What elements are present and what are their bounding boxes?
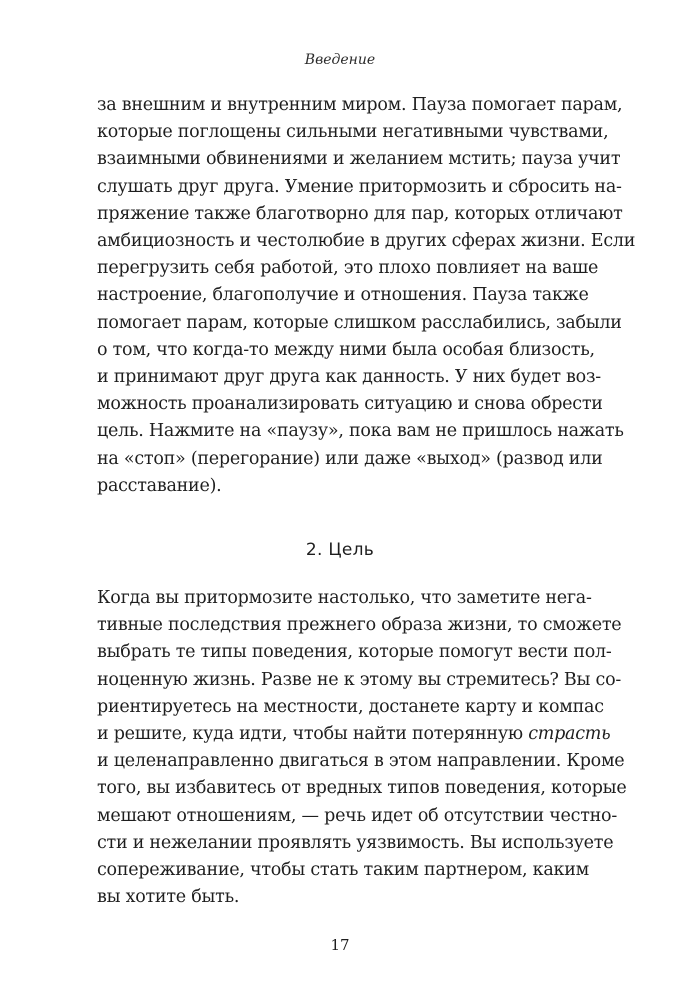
paragraph-intro-pause: [97, 92, 636, 500]
text-line: помогает парам, которые слишком расслабились, забыли: [97, 312, 622, 333]
text-line: за внешним и внутренним миром. Пауза помогает парам,: [97, 95, 623, 115]
text-line: взаимными обвинениями и желанием мстить; пауза учит: [97, 149, 621, 170]
emphasized-word: страсть: [528, 724, 611, 745]
text-line: того, вы избавитесь от вредных типов поведения, которые: [97, 778, 627, 799]
page-number: 17: [330, 936, 350, 954]
text-line: пряжение также благотворно для пар, которых отличают: [97, 203, 623, 224]
text-line: и принимают друг друга как данность. У них будет воз-: [97, 367, 601, 388]
paragraph-goal: [97, 585, 627, 911]
text-line: амбициозность и честолюбие в других сферах жизни. Если: [97, 231, 636, 252]
text-line: перегрузить себя работой, это плохо повлияет на ваше: [97, 258, 599, 279]
text-line: риентируетесь на местности, достанете карту и компас: [97, 696, 604, 717]
text-line: Когда вы притормозите настолько, что заметите нега-: [97, 588, 592, 608]
text-line: цель. Нажмите на «паузу», пока вам не пришлось нажать: [97, 421, 624, 442]
text-line: которые поглощены сильными негативными чувствами,: [97, 122, 609, 143]
text-segment: и решите, куда идти, чтобы найти потерянную: [97, 724, 523, 745]
text-line: можность проанализировать ситуацию и снова обрести: [97, 394, 603, 415]
text-line: вы хотите быть.: [97, 887, 240, 908]
text-line: сти и нежелании проявлять уязвимость. Вы используете: [97, 832, 614, 853]
section-heading: 2. Цель: [305, 540, 375, 560]
running-head: Введение: [304, 52, 376, 68]
text-line: тивные последствия прежнего образа жизни, то сможете: [97, 615, 622, 636]
text-line: о том, что когда-то между ними была особая близость,: [97, 339, 595, 360]
text-line: настроение, благополучие и отношения. Пауза также: [97, 285, 589, 306]
text-line: мешают отношениям, — речь идет об отсутствии честно-: [97, 805, 617, 826]
text-line: слушать друг друга. Умение притормозить и сбросить на-: [97, 176, 622, 197]
text-line: сопереживание, чтобы стать таким партнером, каким: [97, 860, 589, 881]
text-line: ноценную жизнь. Разве не к этому вы стремитесь? Вы со-: [97, 669, 622, 690]
text-line: на «стоп» (перегорание) или даже «выход» (развод или: [97, 448, 603, 469]
text-line: выбрать те типы поведения, которые помогут вести пол-: [97, 642, 612, 663]
text-line: расставание).: [97, 475, 222, 496]
text-line: и целенаправленно двигаться в этом направлении. Кроме: [97, 751, 625, 772]
text-line-with-emphasis: [97, 721, 611, 748]
